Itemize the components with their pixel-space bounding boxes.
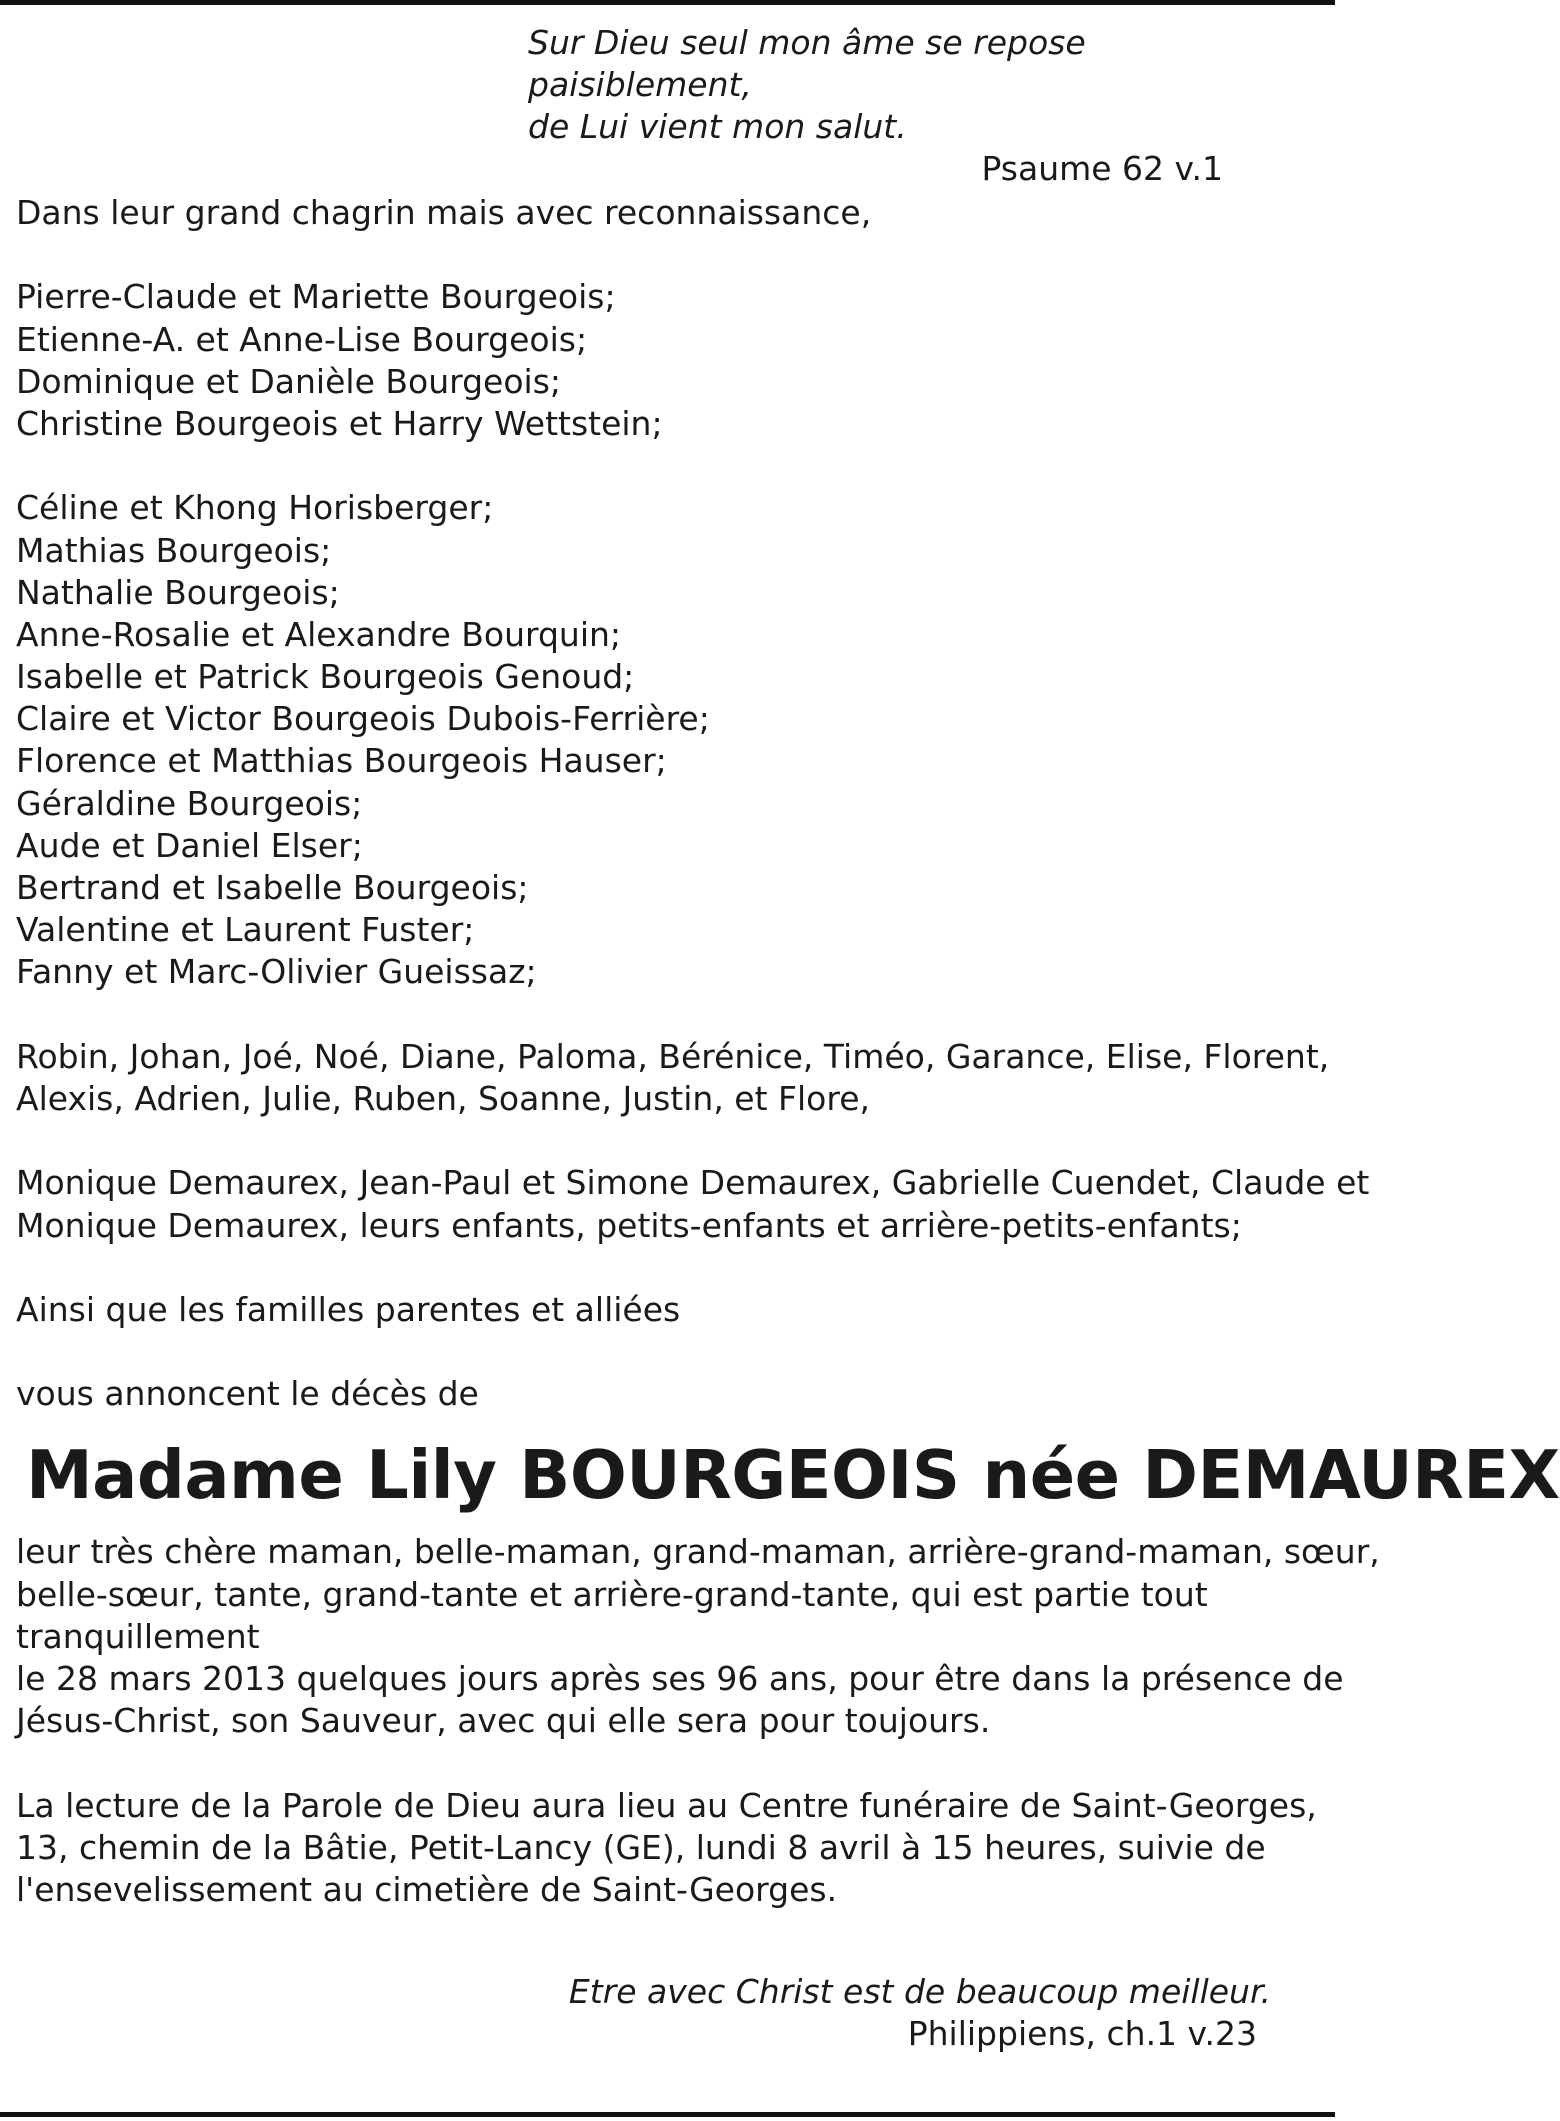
epigraph-line-1: Sur Dieu seul mon âme se repose paisiblement, [528, 23, 1086, 104]
list-item: Nathalie Bourgeois; [16, 572, 340, 612]
families-text: Ainsi que les familles parentes et alliées [16, 1289, 681, 1329]
paragraph-line: leur très chère maman, belle-maman, grand-maman, arrière-grand-maman, sœur, [16, 1532, 1380, 1572]
list-item: Fanny et Marc-Olivier Gueissaz; [16, 952, 537, 992]
description-paragraph [16, 1531, 1380, 1742]
paragraph-line: l'ensevelissement au cimetière de Saint-Georges. [16, 1869, 838, 1909]
list-item: Christine Bourgeois et Harry Wettstein; [16, 403, 663, 443]
closing-quote [471, 1971, 1271, 2055]
epigraph-line-2: de Lui vient mon salut. [528, 107, 907, 146]
list-item: Bertrand et Isabelle Bourgeois; [16, 868, 529, 907]
list-item: Aude et Daniel Elser; [16, 825, 363, 865]
list-item: Céline et Khong Horisberger; [16, 488, 494, 528]
list-item: Valentine et Laurent Fuster; [16, 910, 475, 950]
closing-reference: Philippiens, ch.1 v.23 [907, 2014, 1257, 2053]
siblings-paragraph [16, 1162, 1370, 1246]
paragraph-line: Monique Demaurex, leurs enfants, petits-enfants et arrière-petits-enfants; [16, 1205, 1242, 1245]
intro-text: Dans leur grand chagrin mais avec reconnaissance, [16, 193, 872, 232]
announce-text: vous annoncent le décès de [16, 1374, 479, 1414]
list-item: Géraldine Bourgeois; [16, 783, 363, 823]
great-grandchildren-paragraph [16, 1036, 1330, 1120]
paragraph-line: Jésus-Christ, son Sauveur, avec qui elle sera pour toujours. [16, 1701, 991, 1741]
paragraph-line: le 28 mars 2013 quelques jours après ses 96 ans, pour être dans la présence de [16, 1659, 1344, 1698]
list-item: Florence et Matthias Bourgeois Hauser; [16, 741, 667, 781]
list-item: Mathias Bourgeois; [16, 530, 332, 570]
list-item: Dominique et Danièle Bourgeois; [16, 361, 562, 401]
grandchildren-list [16, 487, 1316, 993]
epigraph-reference: Psaume 62 v.1 [981, 149, 1223, 188]
paragraph-line: Monique Demaurex, Jean-Paul et Simone Demaurex, Gabrielle Cuendet, Claude et [16, 1163, 1370, 1203]
top-border-rule [0, 0, 1335, 5]
list-item: Anne-Rosalie et Alexandre Bourquin; [16, 614, 622, 654]
list-item: Claire et Victor Bourgeois Dubois-Ferrière; [16, 699, 710, 739]
paragraph-line: Alexis, Adrien, Julie, Ruben, Soanne, Justin, et Flore, [16, 1078, 871, 1118]
paragraph-line: tranquillement [16, 1616, 260, 1656]
paragraph-line: Robin, Johan, Joé, Noé, Diane, Paloma, Bérénice, Timéo, Garance, Elise, Florent, [16, 1036, 1330, 1076]
list-item: Etienne-A. et Anne-Lise Bourgeois; [16, 319, 588, 359]
ceremony-paragraph [16, 1785, 1316, 1912]
list-item: Pierre-Claude et Mariette Bourgeois; [16, 277, 616, 317]
paragraph-line: 13, chemin de la Bâtie, Petit-Lancy (GE), lundi 8 avril à 15 heures, suivie de [16, 1827, 1266, 1867]
paragraph-line: belle-sœur, tante, grand-tante et arrière-grand-tante, qui est partie tout [16, 1574, 1208, 1614]
deceased-name: Madame Lily BOURGEOIS née DEMAUREX [26, 1436, 1560, 1515]
bottom-border-rule [0, 2112, 1335, 2117]
closing-quote-text: Etre avec Christ est de beaucoup meilleur. [568, 1972, 1271, 2011]
paragraph-line: La lecture de la Parole de Dieu aura lieu au Centre funéraire de Saint-Georges, [16, 1785, 1317, 1825]
epigraph [528, 22, 1288, 190]
list-item: Isabelle et Patrick Bourgeois Genoud; [16, 657, 635, 697]
children-list [16, 276, 1316, 445]
announcement-body [16, 192, 1560, 1911]
